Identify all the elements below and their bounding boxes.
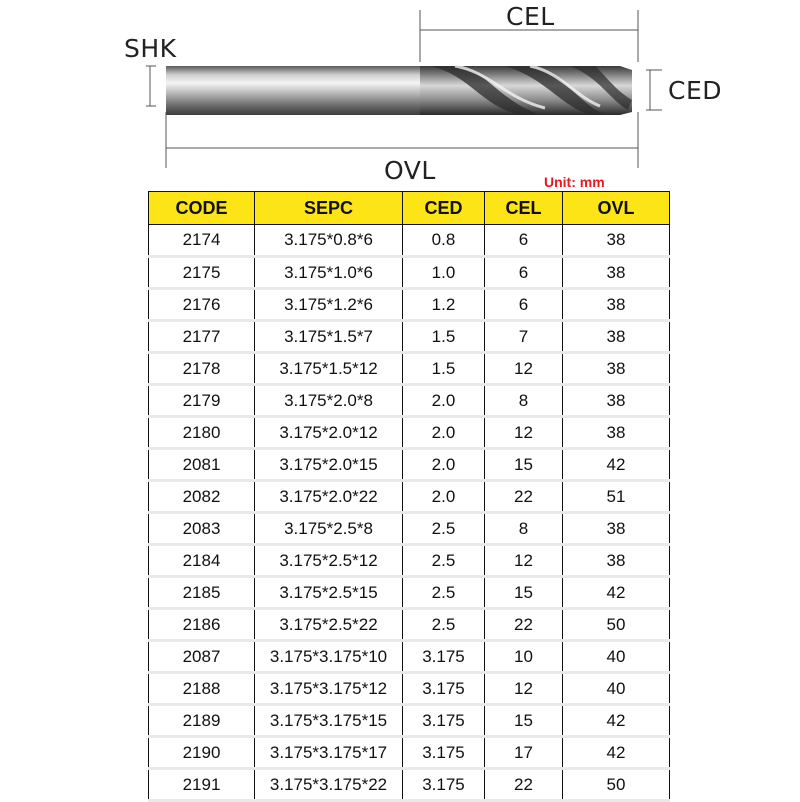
ced-label: CED [668,76,723,105]
cell-cel: 15 [485,449,563,481]
cell-ced: 1.2 [403,289,485,321]
cell-code: 2176 [149,289,255,321]
cell-ced: 3.175 [403,737,485,769]
cell-ovl: 38 [563,353,670,385]
cell-ced: 2.0 [403,449,485,481]
unit-label: Unit: mm [544,174,605,190]
cell-ovl: 42 [563,705,670,737]
cell-cel: 22 [485,481,563,513]
cell-code: 2081 [149,449,255,481]
cell-sepc: 3.175*3.175*22 [255,769,403,801]
cell-ced: 3.175 [403,673,485,705]
cell-ovl: 42 [563,577,670,609]
table-row [149,641,670,673]
spec-table [148,191,670,802]
cell-code: 2179 [149,385,255,417]
cell-ced: 1.5 [403,321,485,353]
header-sepc: SEPC [255,192,403,225]
cell-cel: 22 [485,609,563,641]
cell-cel: 22 [485,769,563,801]
cell-sepc: 3.175*2.0*15 [255,449,403,481]
cell-cel: 10 [485,641,563,673]
cell-ovl: 38 [563,321,670,353]
cell-sepc: 3.175*3.175*12 [255,673,403,705]
table-row [149,481,670,513]
cell-ovl: 38 [563,289,670,321]
cell-code: 2186 [149,609,255,641]
cell-ovl: 38 [563,545,670,577]
cell-code: 2178 [149,353,255,385]
table-row [149,353,670,385]
cel-label: CEL [506,2,555,31]
cell-sepc: 3.175*2.0*8 [255,385,403,417]
header-cel: CEL [485,192,563,225]
cell-sepc: 3.175*2.5*22 [255,609,403,641]
cell-cel: 12 [485,353,563,385]
cell-ovl: 38 [563,385,670,417]
table-row [149,577,670,609]
table-row [149,673,670,705]
table-row [149,513,670,545]
shk-label: SHK [124,34,177,63]
cell-ovl: 42 [563,737,670,769]
header-ced: CED [403,192,485,225]
cell-ced: 2.0 [403,385,485,417]
cell-cel: 7 [485,321,563,353]
table-row [149,289,670,321]
cell-ced: 2.5 [403,577,485,609]
cell-ced: 1.5 [403,353,485,385]
table-row [149,609,670,641]
cell-cel: 8 [485,385,563,417]
cell-sepc: 3.175*2.5*15 [255,577,403,609]
cell-cel: 8 [485,513,563,545]
table-row [149,705,670,737]
cell-cel: 12 [485,545,563,577]
cell-code: 2190 [149,737,255,769]
table-row [149,257,670,289]
cell-sepc: 3.175*1.2*6 [255,289,403,321]
cell-cel: 6 [485,257,563,289]
cell-ovl: 40 [563,673,670,705]
cell-cel: 15 [485,577,563,609]
cell-code: 2087 [149,641,255,673]
cell-cel: 15 [485,705,563,737]
header-code: CODE [149,192,255,225]
cell-cel: 12 [485,673,563,705]
cell-ovl: 38 [563,417,670,449]
cell-sepc: 3.175*3.175*10 [255,641,403,673]
cell-ovl: 51 [563,481,670,513]
cell-ced: 3.175 [403,641,485,673]
cell-code: 2175 [149,257,255,289]
table-row [149,449,670,481]
cell-code: 2083 [149,513,255,545]
cell-sepc: 3.175*1.5*7 [255,321,403,353]
cell-ced: 2.5 [403,513,485,545]
ovl-label: OVL [384,156,436,185]
cell-cel: 12 [485,417,563,449]
cell-sepc: 3.175*2.0*22 [255,481,403,513]
cell-ovl: 50 [563,769,670,801]
cell-sepc: 3.175*1.5*12 [255,353,403,385]
table-row [149,737,670,769]
table-row [149,417,670,449]
header-ovl: OVL [563,192,670,225]
cell-sepc: 3.175*3.175*15 [255,705,403,737]
cell-cel: 6 [485,289,563,321]
cell-sepc: 3.175*0.8*6 [255,225,403,257]
cell-code: 2177 [149,321,255,353]
shank [166,66,436,115]
cell-ovl: 42 [563,449,670,481]
cell-code: 2188 [149,673,255,705]
cell-code: 2185 [149,577,255,609]
table-row [149,321,670,353]
cell-sepc: 3.175*1.0*6 [255,257,403,289]
cell-code: 2180 [149,417,255,449]
cell-code: 2082 [149,481,255,513]
cell-ced: 2.0 [403,417,485,449]
table-row [149,545,670,577]
cell-code: 2189 [149,705,255,737]
cell-code: 2191 [149,769,255,801]
cell-ced: 2.5 [403,545,485,577]
cell-sepc: 3.175*2.0*12 [255,417,403,449]
cell-ced: 0.8 [403,225,485,257]
cell-sepc: 3.175*2.5*12 [255,545,403,577]
cell-ovl: 38 [563,257,670,289]
cell-ced: 2.0 [403,481,485,513]
cell-cel: 17 [485,737,563,769]
table-row [149,769,670,801]
table-row [149,385,670,417]
table-row [149,225,670,257]
end-mill-diagram [0,0,800,192]
cell-ovl: 50 [563,609,670,641]
cell-sepc: 3.175*2.5*8 [255,513,403,545]
cell-sepc: 3.175*3.175*17 [255,737,403,769]
cell-ovl: 40 [563,641,670,673]
cell-cel: 6 [485,225,563,257]
cell-ovl: 38 [563,225,670,257]
cell-ced: 3.175 [403,705,485,737]
cell-ovl: 38 [563,513,670,545]
cell-ced: 2.5 [403,609,485,641]
cell-ced: 1.0 [403,257,485,289]
cell-code: 2174 [149,225,255,257]
table-header-row [149,192,670,225]
cell-code: 2184 [149,545,255,577]
cell-ced: 3.175 [403,769,485,801]
